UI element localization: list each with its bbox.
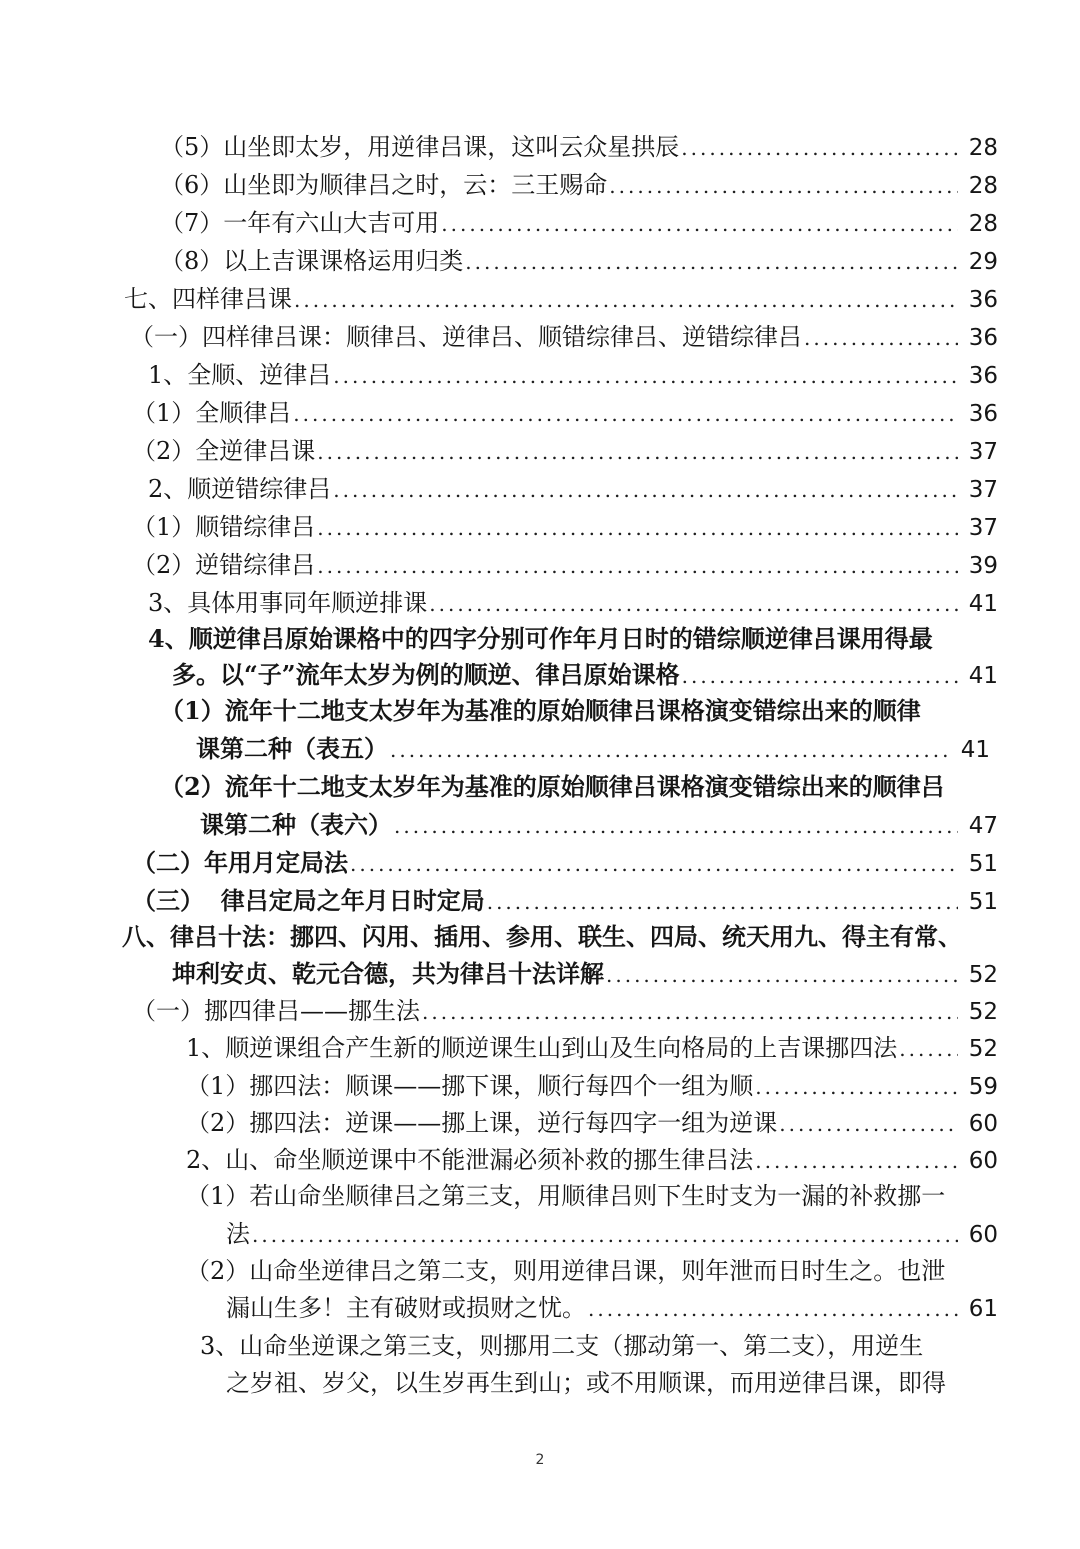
toc-entry[interactable] xyxy=(0,1104,998,1142)
dot-leader xyxy=(394,807,958,845)
entry-title-line: 4、顺逆律吕原始课格中的四字分别可作年月日时的错综顺逆律吕课用得最 xyxy=(148,624,933,653)
dot-leader xyxy=(681,129,958,167)
entry-title: （8）以上吉课课格运用归类 xyxy=(160,247,464,275)
entry-title: （2）挪四法：逆课——挪上课，逆行每四字一组为逆课 xyxy=(186,1109,778,1137)
entry-title: 坤利安贞、乾元合德，共为律吕十法详解 xyxy=(172,959,604,988)
entry-page-number: 41 xyxy=(968,663,998,689)
toc-entry[interactable] xyxy=(0,204,998,242)
toc-entry[interactable] xyxy=(0,844,998,882)
toc-entry-line xyxy=(0,1327,998,1365)
toc-entry[interactable] xyxy=(0,584,998,622)
dot-leader xyxy=(487,883,958,921)
dot-leader xyxy=(422,993,958,1031)
entry-title: 课第二种（表六） xyxy=(200,810,392,839)
entry-page-number: 28 xyxy=(968,135,998,161)
toc-entry[interactable] xyxy=(0,955,998,993)
entry-page-number: 51 xyxy=(968,889,998,915)
entry-page-number: 39 xyxy=(968,553,998,579)
dot-leader xyxy=(682,657,958,695)
entry-title: （一）四样律吕课：顺律吕、逆律吕、顺错综律吕、逆错综律吕 xyxy=(130,323,802,351)
toc-entry[interactable] xyxy=(0,318,998,356)
dot-leader xyxy=(317,547,958,585)
entry-page-number: 60 xyxy=(968,1222,998,1248)
dot-leader xyxy=(350,845,958,883)
toc-entry[interactable] xyxy=(0,128,998,166)
toc-entry[interactable] xyxy=(0,394,998,432)
entry-title: 2、顺逆错综律吕 xyxy=(148,475,332,503)
toc-entry[interactable] xyxy=(0,1289,998,1327)
toc-entry[interactable] xyxy=(0,992,998,1030)
entry-title: 2、山、命坐顺逆课中不能泄漏必须补救的挪生律吕法 xyxy=(186,1146,754,1174)
entry-page-number: 60 xyxy=(968,1111,998,1137)
entry-title: 1、全顺、逆律吕 xyxy=(148,361,332,389)
entry-title: （2）全逆律吕课 xyxy=(132,437,316,465)
entry-title: （5）山坐即太岁，用逆律吕课，这叫云众星拱辰 xyxy=(160,133,680,161)
entry-page-number: 36 xyxy=(968,287,998,313)
dot-leader xyxy=(294,281,958,319)
dot-leader xyxy=(606,956,958,994)
toc-entry[interactable] xyxy=(0,470,998,508)
entry-title: （7）一年有六山大吉可用 xyxy=(160,209,440,237)
toc-entry[interactable] xyxy=(0,242,998,280)
entry-title: （1）顺错综律吕 xyxy=(132,513,316,541)
entry-page-number: 41 xyxy=(960,737,990,763)
entry-page-number: 28 xyxy=(968,173,998,199)
entry-page-number: 52 xyxy=(968,999,998,1025)
toc-entry[interactable] xyxy=(0,546,998,584)
entry-title: （1）全顺律吕 xyxy=(132,399,292,427)
toc-entry[interactable] xyxy=(0,1029,998,1067)
entry-title-line: （2）流年十二地支太岁年为基准的原始顺律吕课格演变错综出来的顺律吕 xyxy=(160,772,945,801)
dot-leader xyxy=(333,471,958,509)
dot-leader xyxy=(609,167,958,205)
toc-entry[interactable] xyxy=(0,356,998,394)
entry-page-number: 36 xyxy=(968,325,998,351)
entry-title: 课第二种（表五） xyxy=(196,734,388,763)
dot-leader xyxy=(755,1142,958,1180)
entry-title: （一）挪四律吕——挪生法 xyxy=(132,997,420,1025)
toc-entry[interactable] xyxy=(0,656,998,694)
entry-title: （6）山坐即为顺律吕之时，云：三王赐命 xyxy=(160,171,608,199)
toc-entry[interactable] xyxy=(0,432,998,470)
entry-title-line: 八、律吕十法：挪四、闪用、插用、参用、联生、四局、统天用九、得主有常、 xyxy=(122,922,962,951)
toc-entry[interactable] xyxy=(0,882,998,920)
dot-leader xyxy=(804,319,958,357)
toc-entry-line xyxy=(0,1252,998,1290)
entry-page-number: 28 xyxy=(968,211,998,237)
toc-entry-line xyxy=(0,1177,998,1215)
entry-title-line: （2）山命坐逆律吕之第二支，则用逆律吕课，则年泄而日时生之。也泄 xyxy=(186,1257,946,1285)
entry-title-line: （1）流年十二地支太岁年为基准的原始顺律吕课格演变错综出来的顺律 xyxy=(160,696,921,725)
toc-entry-line xyxy=(0,620,998,658)
entry-title-line: （1）若山命坐顺律吕之第三支，用顺律吕则下生时支为一漏的补救挪一 xyxy=(186,1182,946,1210)
entry-page-number: 41 xyxy=(968,591,998,617)
entry-title: （二）年用月定局法 xyxy=(132,848,348,877)
dot-leader xyxy=(755,1068,958,1106)
dot-leader xyxy=(441,205,958,243)
dot-leader xyxy=(429,585,958,623)
entry-page-number: 61 xyxy=(968,1296,998,1322)
entry-page-number: 36 xyxy=(968,363,998,389)
entry-title: 漏山生多！主有破财或损财之忧。 xyxy=(226,1294,586,1322)
entry-page-number: 37 xyxy=(968,515,998,541)
toc-entry-line xyxy=(0,692,998,730)
entry-page-number: 52 xyxy=(968,1036,998,1062)
toc-entry[interactable] xyxy=(0,806,998,844)
toc-entry[interactable] xyxy=(0,508,998,546)
dot-leader xyxy=(779,1105,958,1143)
page-number: 2 xyxy=(535,1452,545,1468)
entry-title: 1、顺逆课组合产生新的顺逆课生山到山及生向格局的上吉课挪四法 xyxy=(186,1034,898,1062)
entry-page-number: 59 xyxy=(968,1074,998,1100)
entry-title: （1）挪四法：顺课——挪下课，顺行每四个一组为顺 xyxy=(186,1072,754,1100)
entry-page-number: 29 xyxy=(968,249,998,275)
dot-leader xyxy=(390,731,950,769)
entry-page-number: 36 xyxy=(968,401,998,427)
toc-entry[interactable] xyxy=(0,730,990,768)
toc-entry-line xyxy=(0,768,998,806)
toc-entry[interactable] xyxy=(0,280,998,318)
toc-entry-line xyxy=(0,918,1002,956)
toc-entry-line xyxy=(0,1364,998,1402)
toc-entry[interactable] xyxy=(0,1141,998,1179)
toc-entry[interactable] xyxy=(0,1215,998,1253)
entry-title: 3、具体用事同年顺逆排课 xyxy=(148,589,428,617)
entry-page-number: 47 xyxy=(968,813,998,839)
entry-title: （2）逆错综律吕 xyxy=(132,551,316,579)
toc-entry[interactable] xyxy=(0,1067,998,1105)
entry-page-number: 37 xyxy=(968,477,998,503)
entry-title-line: 之岁祖、岁父，以生岁再生到山；或不用顺课，而用逆律吕课，即得 xyxy=(226,1369,946,1397)
entry-page-number: 52 xyxy=(968,962,998,988)
entry-title: 法 xyxy=(226,1220,250,1248)
dot-leader xyxy=(317,433,958,471)
entry-page-number: 60 xyxy=(968,1148,998,1174)
dot-leader xyxy=(465,243,958,281)
entry-title: 七、四样律吕课 xyxy=(124,285,292,313)
dot-leader xyxy=(252,1216,958,1254)
entry-title: 多。以“子”流年太岁为例的顺逆、律吕原始课格 xyxy=(172,660,680,689)
dot-leader xyxy=(899,1030,958,1068)
entry-page-number: 51 xyxy=(968,851,998,877)
entry-page-number: 37 xyxy=(968,439,998,465)
toc-entry[interactable] xyxy=(0,166,998,204)
dot-leader xyxy=(317,509,958,547)
entry-title: （三） 律吕定局之年月日时定局 xyxy=(132,886,485,915)
dot-leader xyxy=(333,357,958,395)
entry-title-line: 3、山命坐逆课之第三支，则挪用二支（挪动第一、第二支），用逆生 xyxy=(200,1332,924,1360)
dot-leader xyxy=(293,395,958,433)
dot-leader xyxy=(588,1290,958,1328)
